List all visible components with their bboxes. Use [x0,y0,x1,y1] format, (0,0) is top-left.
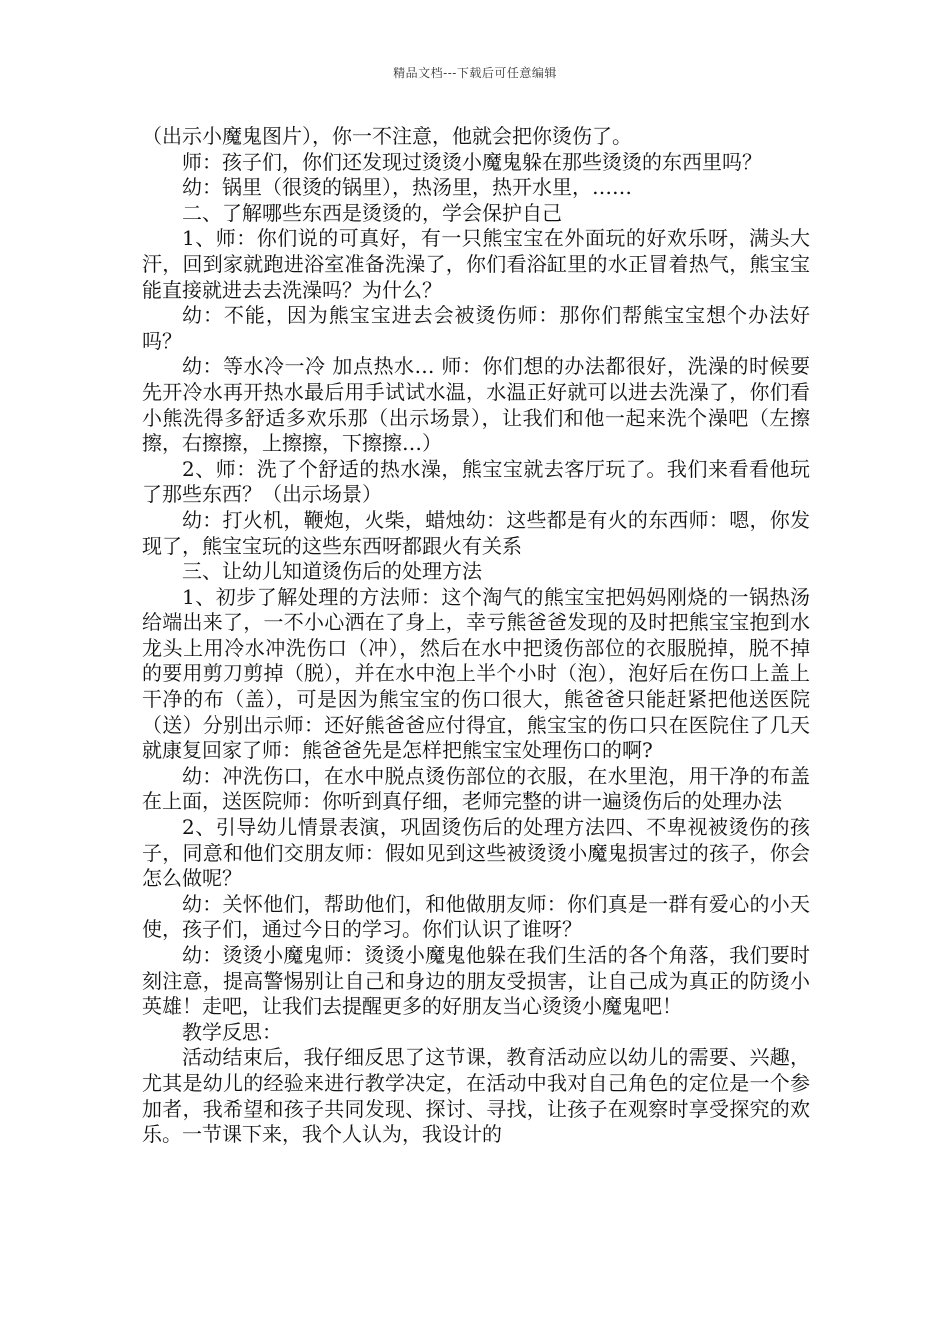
paragraph: 幼：不能，因为熊宝宝进去会被烫伤师：那你们帮熊宝宝想个办法好吗？ [142,303,810,353]
paragraph: 幼：冲洗伤口，在水中脱点烫伤部位的衣服，在水里泡，用干净的布盖在上面，送医院师：你听到真仔细，老师完整的讲一遍烫伤后的处理办法 [142,763,810,814]
paragraph: 师：孩子们，你们还发现过烫烫小魔鬼躲在那些烫烫的东西里吗？ [182,149,762,174]
paragraph: 幼：烫烫小魔鬼师：烫烫小魔鬼他躲在我们生活的各个角落，我们要时刻注意，提高警惕别让自己和身边的朋友受损害，让自己成为真正的防烫小英雄！走吧，让我们去提醒更多的好朋友当心烫烫小魔鬼吧！ [142,943,810,1019]
page-header: 精品文档---下载后可任意编辑 [393,66,557,80]
paragraph: 幼：打火机，鞭炮，火柴，蜡烛幼：这些都是有火的东西师：嗯，你发现了，熊宝宝玩的这些东西呀都跟火有关系 [142,507,810,558]
paragraph: 1、初步了解处理的方法师：这个淘气的熊宝宝把妈妈刚烧的一锅热汤给端出来了，一不小心洒在了身上，幸亏熊爸爸发现的及时把熊宝宝抱到水龙头上用冷水冲洗伤口（冲），然后在水中把烫伤部位的衣服脱掉，脱不掉的要用剪刀剪掉（脱），并在水中泡上半个小时（泡），泡好后在伤口上盖上干净的布（盖），可是因为熊宝宝的伤口很大，熊爸爸只能赶紧把他送医院（送）分别出示师：还好熊爸爸应付得宜，熊宝宝的伤口只在医院住了几天就康复回家了师：熊爸爸先是怎样把熊宝宝处理伤口的啊? [142,584,810,763]
section-heading: 三、让幼儿知道烫伤后的处理方法 [182,559,482,584]
paragraph: 幼：锅里（很烫的锅里），热汤里，热开水里，…… [182,175,632,200]
paragraph: 1、师：你们说的可真好，有一只熊宝宝在外面玩的好欢乐呀，满头大汗，回到家就跑进浴室准备洗澡了，你们看浴缸里的水正冒着热气，熊宝宝能直接就进去去洗澡吗？为什么？ [142,226,810,302]
paragraph: 活动结束后，我仔细反思了这节课，教育活动应以幼儿的需要、兴趣，尤其是幼儿的经验来进行教学决定，在活动中我对自己角色的定位是一个参加者，我希望和孩子共同发现、探讨、寻找，让孩子在观察时享受探究的欢乐。一节课下来，我个人认为，我设计的 [142,1045,810,1147]
document-body [142,124,810,1148]
paragraph: 2、引导幼儿情景表演，巩固烫伤后的处理方法四、不卑视被烫伤的孩子，同意和他们交朋友师：假如见到这些被烫烫小魔鬼损害过的孩子，你会怎么做呢？ [142,815,810,891]
paragraph: 幼：等水冷一冷 加点热水… 师：你们想的办法都很好，洗澡的时候要先开冷水再开热水最后用手试试水温，水温正好就可以进去洗澡了，你们看小熊洗得多舒适多欢乐那（出示场景），让我们和他一起来洗个澡吧（左擦擦，右擦擦，上擦擦，下擦擦…） [142,354,810,456]
section-heading: 教学反思： [182,1019,282,1044]
paragraph: （出示小魔鬼图片），你一不注意，他就会把你烫伤了。 [142,124,632,148]
paragraph: 幼：关怀他们，帮助他们，和他做朋友师：你们真是一群有爱心的小天使，孩子们，通过今日的学习。你们认识了谁呀？ [142,891,810,942]
paragraph: 2、师：洗了个舒适的热水澡，熊宝宝就去客厅玩了。我们来看看他玩了那些东西？（出示场景） [142,456,810,507]
section-heading: 二、了解哪些东西是烫烫的，学会保护自己 [182,200,562,225]
